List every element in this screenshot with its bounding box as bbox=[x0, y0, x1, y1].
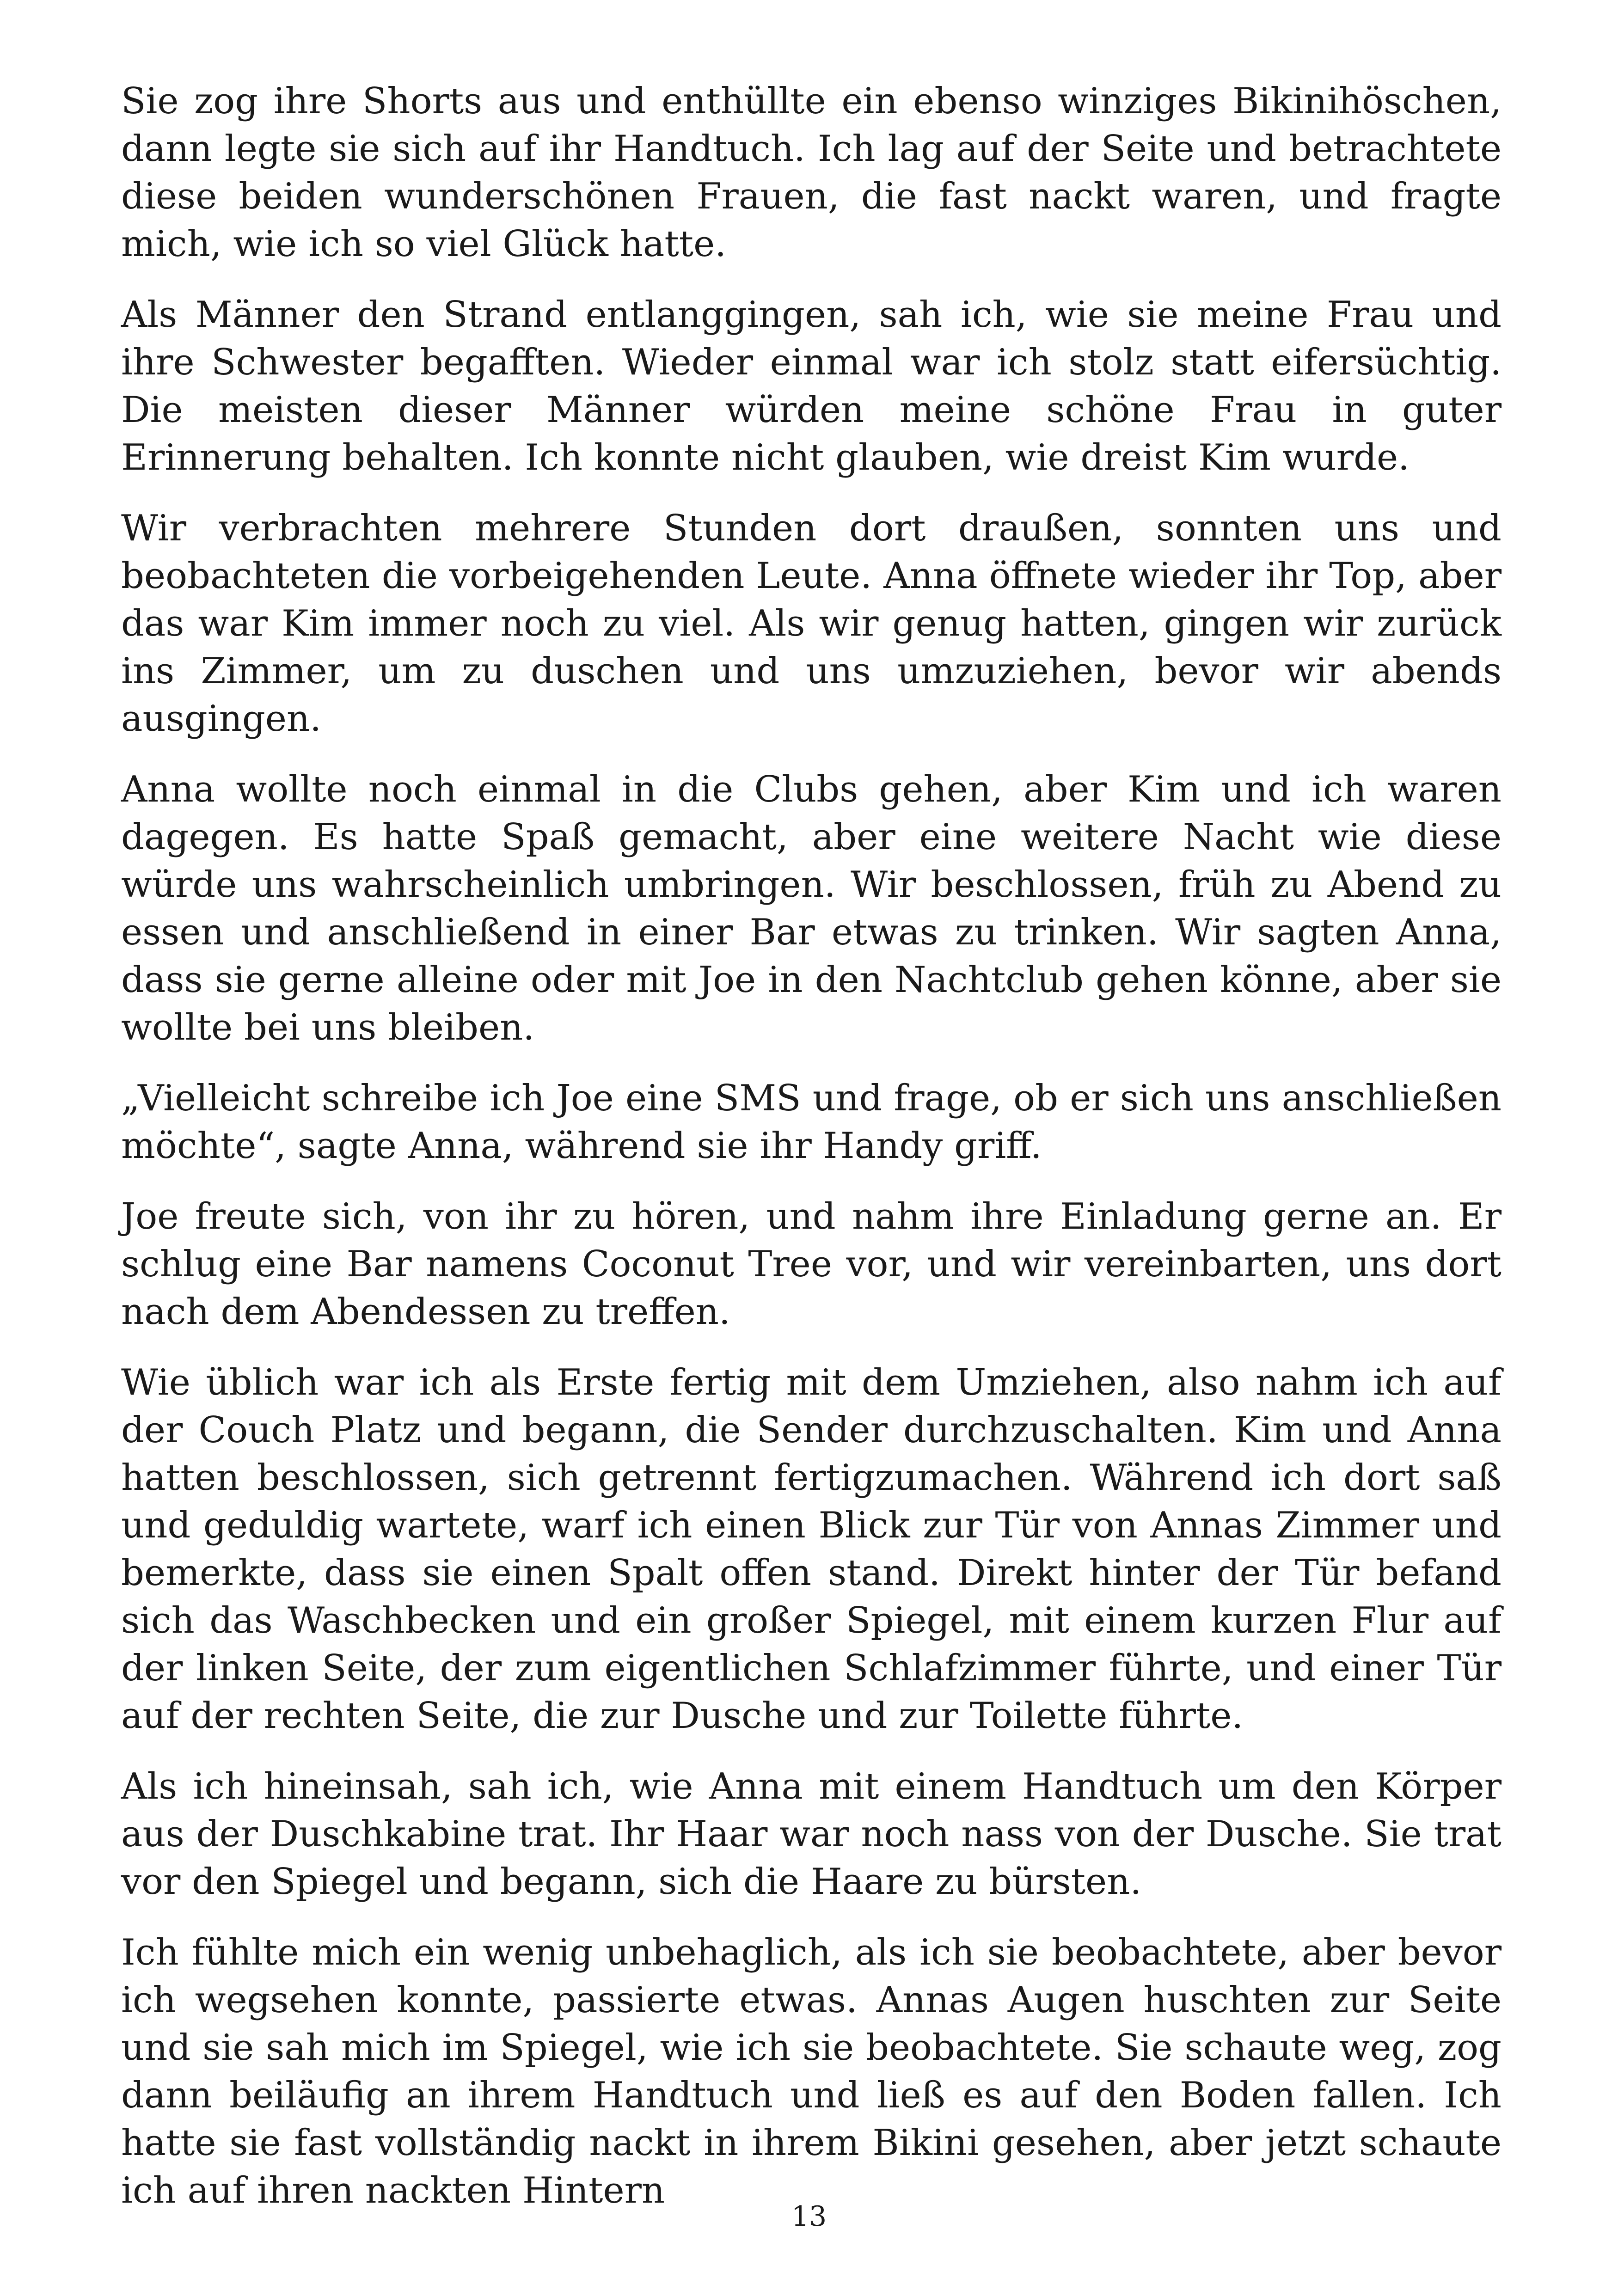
paragraph-9: Ich fühlte mich ein wenig unbehaglich, als ich sie beobachtete, aber bevor ich wegsehen konnte, passierte etwas. Annas Augen huschten zur Seite und sie sah mich im Spiegel, wie ich sie beobachtete. Sie schaute weg, zog dann beiläufig an ihrem Handtuch und ließ es auf den Boden fallen. Ich hatte sie fast vollständig nackt in ihrem Bikini gesehen, aber jetzt schaute ich auf ihren nackten Hintern bbox=[121, 1932, 1502, 2211]
paragraph-7: Wie üblich war ich als Erste fertig mit dem Umziehen, also nahm ich auf der Couch Platz und begann, die Sender durchzuschalten. Kim und Anna hatten beschlossen, sich getrennt fertigzumachen. Während ich dort saß und geduldig wartete, warf ich einen Blick zur Tür von Annas Zimmer und bemerkte, dass sie einen Spalt offen stand. Direkt hinter der Tür befand sich das Waschbecken und ein großer Spiegel, mit einem kurzen Flur auf der linken Seite, der zum eigentlichen Schlafzimmer führte, und einer Tür auf der rechten Seite, die zur Dusche und zur Toilette führte. bbox=[121, 1362, 1502, 1737]
paragraph-5: „Vielleicht schreibe ich Joe eine SMS und frage, ob er sich uns anschließen möchte“, sagte Anna, während sie ihr Handy griff. bbox=[121, 1078, 1502, 1167]
paragraph-3: Wir verbrachten mehrere Stunden dort draußen, sonnten uns und beobachteten die vorbeigehenden Leute. Anna öffnete wieder ihr Top, aber das war Kim immer noch zu viel. Als wir genug hatten, gingen wir zurück ins Zimmer, um zu duschen und uns umzuziehen, bevor wir abends ausgingen. bbox=[121, 508, 1502, 740]
paragraph-2: Als Männer den Strand entlanggingen, sah ich, wie sie meine Frau und ihre Schwester begafften. Wieder einmal war ich stolz statt eifersüchtig. Die meisten dieser Männer würden meine schöne Frau in guter Erinnerung behalten. Ich konnte nicht glauben, wie dreist Kim wurde. bbox=[121, 294, 1502, 478]
paragraph-1: Sie zog ihre Shorts aus und enthüllte ein ebenso winziges Bikinihöschen, dann legte sie sich auf ihr Handtuch. Ich lag auf der Seite und betrachtete diese beiden wunderschönen Frauen, die fast nackt waren, und fragte mich, wie ich so viel Glück hatte. bbox=[121, 80, 1502, 265]
paragraph-4: Anna wollte noch einmal in die Clubs gehen, aber Kim und ich waren dagegen. Es hatte Spaß gemacht, aber eine weitere Nacht wie diese würde uns wahrscheinlich umbringen. Wir beschlossen, früh zu Abend zu essen und anschließend in einer Bar etwas zu trinken. Wir sagten Anna, dass sie gerne alleine oder mit Joe in den Nachtclub gehen könne, aber sie wollte bei uns bleiben. bbox=[121, 769, 1502, 1048]
paragraph-6: Joe freute sich, von ihr zu hören, und nahm ihre Einladung gerne an. Er schlug eine Bar namens Coconut Tree vor, und wir vereinbarten, uns dort nach dem Abendessen zu treffen. bbox=[121, 1196, 1502, 1333]
paragraph-8: Als ich hineinsah, sah ich, wie Anna mit einem Handtuch um den Körper aus der Duschkabine trat. Ihr Haar war noch nass von der Dusche. Sie trat vor den Spiegel und begann, sich die Haare zu bürsten. bbox=[121, 1766, 1502, 1903]
page-number: 13 bbox=[791, 2200, 827, 2233]
body-text bbox=[121, 78, 1502, 2238]
